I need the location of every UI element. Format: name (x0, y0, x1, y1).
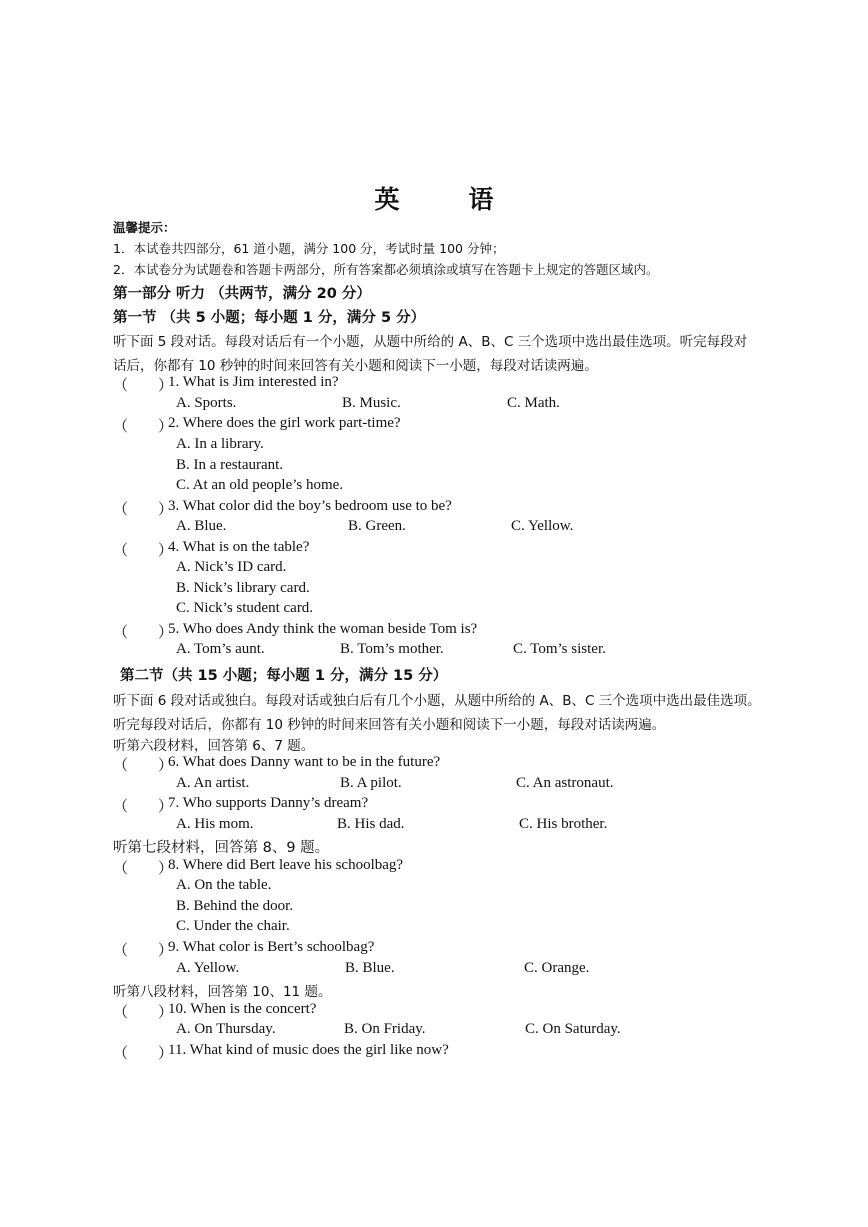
answer-blank[interactable]: （ ） (113, 861, 174, 877)
q7-option-b: B. His dad. (337, 816, 405, 832)
q2-option-a: A. In a library. (176, 436, 264, 452)
q3-option-a: A. Blue. (176, 518, 227, 534)
answer-blank[interactable]: （ ） (113, 378, 174, 394)
q8-option-b: B. Behind the door. (176, 898, 294, 914)
q6-option-a: A. An artist. (176, 775, 250, 791)
q1-option-a: A. Sports. (176, 395, 237, 411)
q9-option-b: B. Blue. (345, 960, 395, 976)
q4-option-b: B. Nick’s library card. (176, 580, 310, 596)
q6-option-c: C. An astronaut. (516, 775, 614, 791)
answer-blank[interactable]: （ ） (113, 502, 174, 518)
question-9: 9. What color is Bert’s schoolbag? (168, 939, 375, 955)
answer-blank[interactable]: （ ） (113, 943, 174, 959)
q10-option-b: B. On Friday. (344, 1021, 426, 1037)
answer-blank[interactable]: （ ） (113, 625, 174, 641)
answer-blank[interactable]: （ ） (113, 758, 174, 774)
q5-option-b: B. Tom’s mother. (340, 641, 444, 657)
q10-option-c: C. On Saturday. (525, 1021, 621, 1037)
question-8: 8. Where did Bert leave his schoolbag? (168, 857, 404, 873)
q9-option-c: C. Orange. (524, 960, 590, 976)
material-8-note: 听第八段材料，回答第 10、11 题。 (113, 984, 332, 1000)
q7-option-a: A. His mom. (176, 816, 254, 832)
q5-option-a: A. Tom’s aunt. (176, 641, 265, 657)
q2-option-b: B. In a restaurant. (176, 457, 284, 473)
q4-option-a: A. Nick’s ID card. (176, 559, 287, 575)
question-10: 10. When is the concert? (168, 1001, 317, 1017)
section2-instruction-1: 听下面 6 段对话或独白。每段对话或独白后有几个小题，从题中所给的 A、B、C 三个选项中选出最佳选项。 (113, 693, 761, 709)
q6-option-b: B. A pilot. (340, 775, 402, 791)
material-7-note: 听第七段材料，回答第 8、9 题。 (113, 840, 330, 856)
answer-blank[interactable]: （ ） (113, 543, 174, 559)
section1-instruction-2: 话后，你都有 10 秒钟的时间来回答有关小题和阅读下一小题，每段对话读两遍。 (113, 358, 598, 374)
q1-option-c: C. Math. (507, 395, 560, 411)
question-2: 2. Where does the girl work part-time? (168, 415, 401, 431)
q3-option-b: B. Green. (348, 518, 406, 534)
q5-option-c: C. Tom’s sister. (513, 641, 606, 657)
answer-blank[interactable]: （ ） (113, 1046, 174, 1062)
q9-option-a: A. Yellow. (176, 960, 240, 976)
question-7: 7. Who supports Danny’s dream? (168, 795, 369, 811)
question-11: 11. What kind of music does the girl like now? (168, 1042, 449, 1058)
answer-blank[interactable]: （ ） (113, 1005, 174, 1021)
q8-option-a: A. On the table. (176, 877, 272, 893)
section2-instruction-2: 听完每段对话后，你都有 10 秒钟的时间来回答有关小题和阅读下一小题，每段对话读两遍。 (113, 717, 666, 733)
section1-instruction-1: 听下面 5 段对话。每段对话后有一个小题，从题中所给的 A、B、C 三个选项中选出最佳选项。听完每段对 (113, 334, 748, 350)
answer-blank[interactable]: （ ） (113, 799, 174, 815)
tips-heading: 温馨提示： (113, 220, 176, 235)
material-6-note: 听第六段材料，回答第 6、7 题。 (113, 738, 315, 754)
question-1: 1. What is Jim interested in? (168, 374, 339, 390)
question-5: 5. Who does Andy think the woman beside Tom is? (168, 621, 478, 637)
q8-option-c: C. Under the chair. (176, 918, 290, 934)
q1-option-b: B. Music. (342, 395, 401, 411)
q10-option-a: A. On Thursday. (176, 1021, 276, 1037)
answer-blank[interactable]: （ ） (113, 419, 174, 435)
page-title: 英 语 (374, 185, 516, 214)
tips-line-1: 1．本试卷共四部分，61 道小题，满分 100 分，考试时量 100 分钟； (113, 241, 505, 256)
tips-line-2: 2．本试卷分为试题卷和答题卡两部分，所有答案都必须填涂或填写在答题卡上规定的答题区域内。 (113, 262, 659, 277)
question-6: 6. What does Danny want to be in the future? (168, 754, 441, 770)
section1-heading: 第一节 （共 5 小题；每小题 1 分，满分 5 分） (113, 310, 426, 326)
question-3: 3. What color did the boy’s bedroom use to be? (168, 498, 452, 514)
section2-heading: 第二节（共 15 小题；每小题 1 分，满分 15 分） (120, 668, 448, 684)
part1-heading: 第一部分 听力 （共两节，满分 20 分） (113, 286, 371, 302)
q4-option-c: C. Nick’s student card. (176, 600, 314, 616)
q3-option-c: C. Yellow. (511, 518, 574, 534)
q7-option-c: C. His brother. (519, 816, 608, 832)
question-4: 4. What is on the table? (168, 539, 310, 555)
q2-option-c: C. At an old people’s home. (176, 477, 344, 493)
